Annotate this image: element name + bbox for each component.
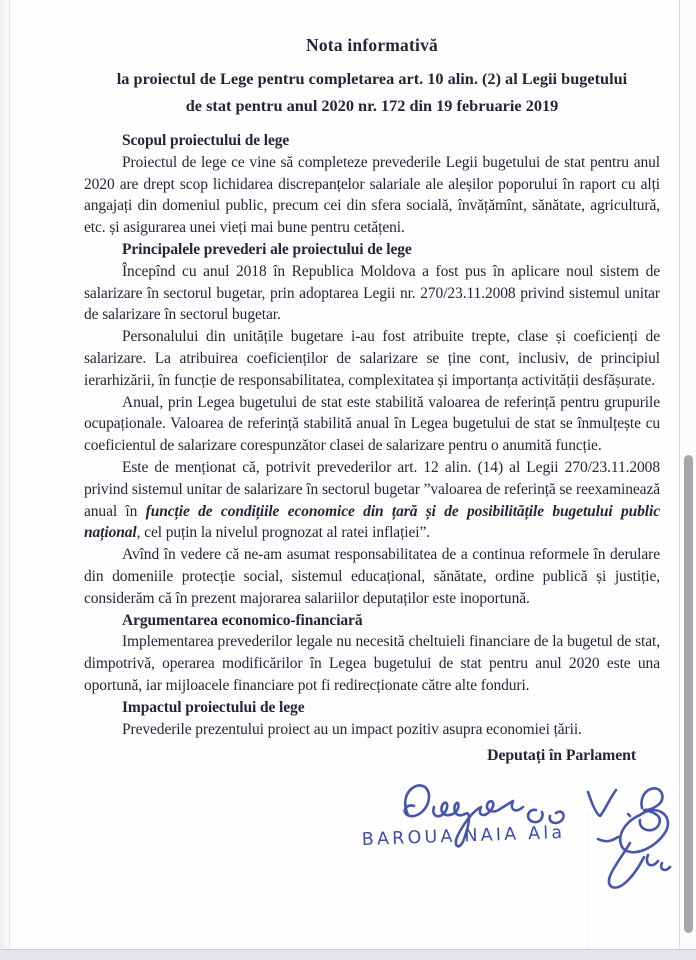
signature-scribble-o — [405, 786, 429, 817]
signature-flourish-tail — [609, 843, 644, 888]
paragraph-provisions-1: Începînd cu anul 2018 în Republica Moldova a fost pus în aplicare noul sistem de salarizare în sectorul bugetar, prin adoptarea Legii nr. 270/23.11.2008 privind sistemul unitar de salarizare în sectorul bugetar. — [84, 262, 660, 324]
paragraph-economic-1: Implementarea prevederilor legale nu necesită cheltuieli financiare de la bugetul de stat, dimpotrivă, operarea modificărilor în Legea bugetului de stat pentru anul 2020 este una oportună, iar mijloacele financiare pot fi redirecționate către alte fonduri. — [84, 633, 660, 694]
paragraph-provisions-2: Personalului din unitățile bugetare i-au fost atribuite trepte, clase și coeficienți de salarizare. La atribuirea coeficienților de salarizare se ține cont, inclusiv, de principiul ierarhizării, în funcție de responsabilitatea, complexitatea și importanța activității desfășurate. — [84, 328, 660, 389]
signature-connector-stroke — [598, 837, 618, 841]
section-heading-scope: Scopul proiectului de lege — [122, 132, 290, 149]
section-heading-impact: Impactul proiectului de lege — [122, 698, 305, 716]
document-body — [84, 130, 660, 901]
signature-scribble-v — [588, 790, 616, 816]
signature-name-text: BAROUA NAIA Ala — [361, 823, 566, 851]
quote-text-emphasis: funcție de condițiile economice din țară și de posibilitățile bugetului public național — [84, 502, 660, 542]
signature-scribble-co — [528, 810, 564, 823]
signature-block — [84, 769, 660, 901]
signature-flourish-le — [647, 855, 670, 870]
document-title: Nota informativă — [306, 35, 438, 55]
document-page — [10, 0, 679, 950]
paragraph-scope-1: Proiectul de lege ce vine să completeze prevederile Legii bugetului de stat pentru anul 2020 are drept scop lichidarea discrepanțelor salariale ale aleșilor poporului în raport cu alți angajați din domeniul public, precum cei din sfera socială, învățămînt, sănătate, agricultură, etc. și asigurarea unei vieți mai bune pentru cetățeni. — [84, 153, 660, 237]
photo-seam-line — [587, 812, 590, 950]
subtitle-line-2: de stat pentru anul 2020 nr. 172 din 19 februarie 2019 — [185, 95, 559, 115]
quote-text-before: Este de menționat că, potrivit prevederilor art. 12 alin. (14) al Legii 270/23.11.2008 privind sistemul unitar de salarizare în sectorul bugetar ”valoarea de referință se reexaminează anual în — [84, 458, 660, 520]
paragraph-provisions-quote — [84, 457, 660, 544]
signoff-deputies: Deputați în Parlament — [487, 747, 636, 765]
section-heading-economic: Argumentarea economico-financiară — [122, 611, 363, 629]
paragraph-impact-1: Prevederile prezentului proiect au un impact pozitiv asupra economiei țării. — [122, 720, 582, 738]
paragraph-provisions-3: Anual, prin Legea bugetului de stat este stabilită valoarea de referință pentru grupurile ocupaționale. Valoarea de referință stabilită anual în Legea bugetului de stat se înmulțește cu coeficientul de salarizare corespunzător clasei de salarizare pentru o anumită funcție. — [84, 393, 660, 455]
quote-text-after: , cel puțin la nivelul prognozat al ratei inflației”. — [136, 524, 431, 542]
scrollbar-thumb[interactable] — [684, 455, 693, 933]
section-heading-provisions: Principalele prevederi ale proiectului de lege — [122, 240, 412, 258]
scrollbar-track[interactable] — [679, 0, 696, 950]
bottom-edge — [0, 949, 696, 960]
handwritten-signature-icon — [330, 763, 674, 898]
paragraph-provisions-closing: Avînd în vedere că ne-am asumat responsabilitatea de a continua reformele în derulare din domeniile protecție social, sistemul educațional, sănătate, ordine publică și justiție, considerăm că în prezent majorarea salariilor deputaților este inoportună. — [84, 546, 660, 607]
document-subtitle — [84, 66, 660, 119]
page-left-edge — [0, 0, 10, 960]
subtitle-line-1: la proiectul de Lege pentru completarea art. 10 alin. (2) al Legii bugetului — [116, 69, 628, 88]
